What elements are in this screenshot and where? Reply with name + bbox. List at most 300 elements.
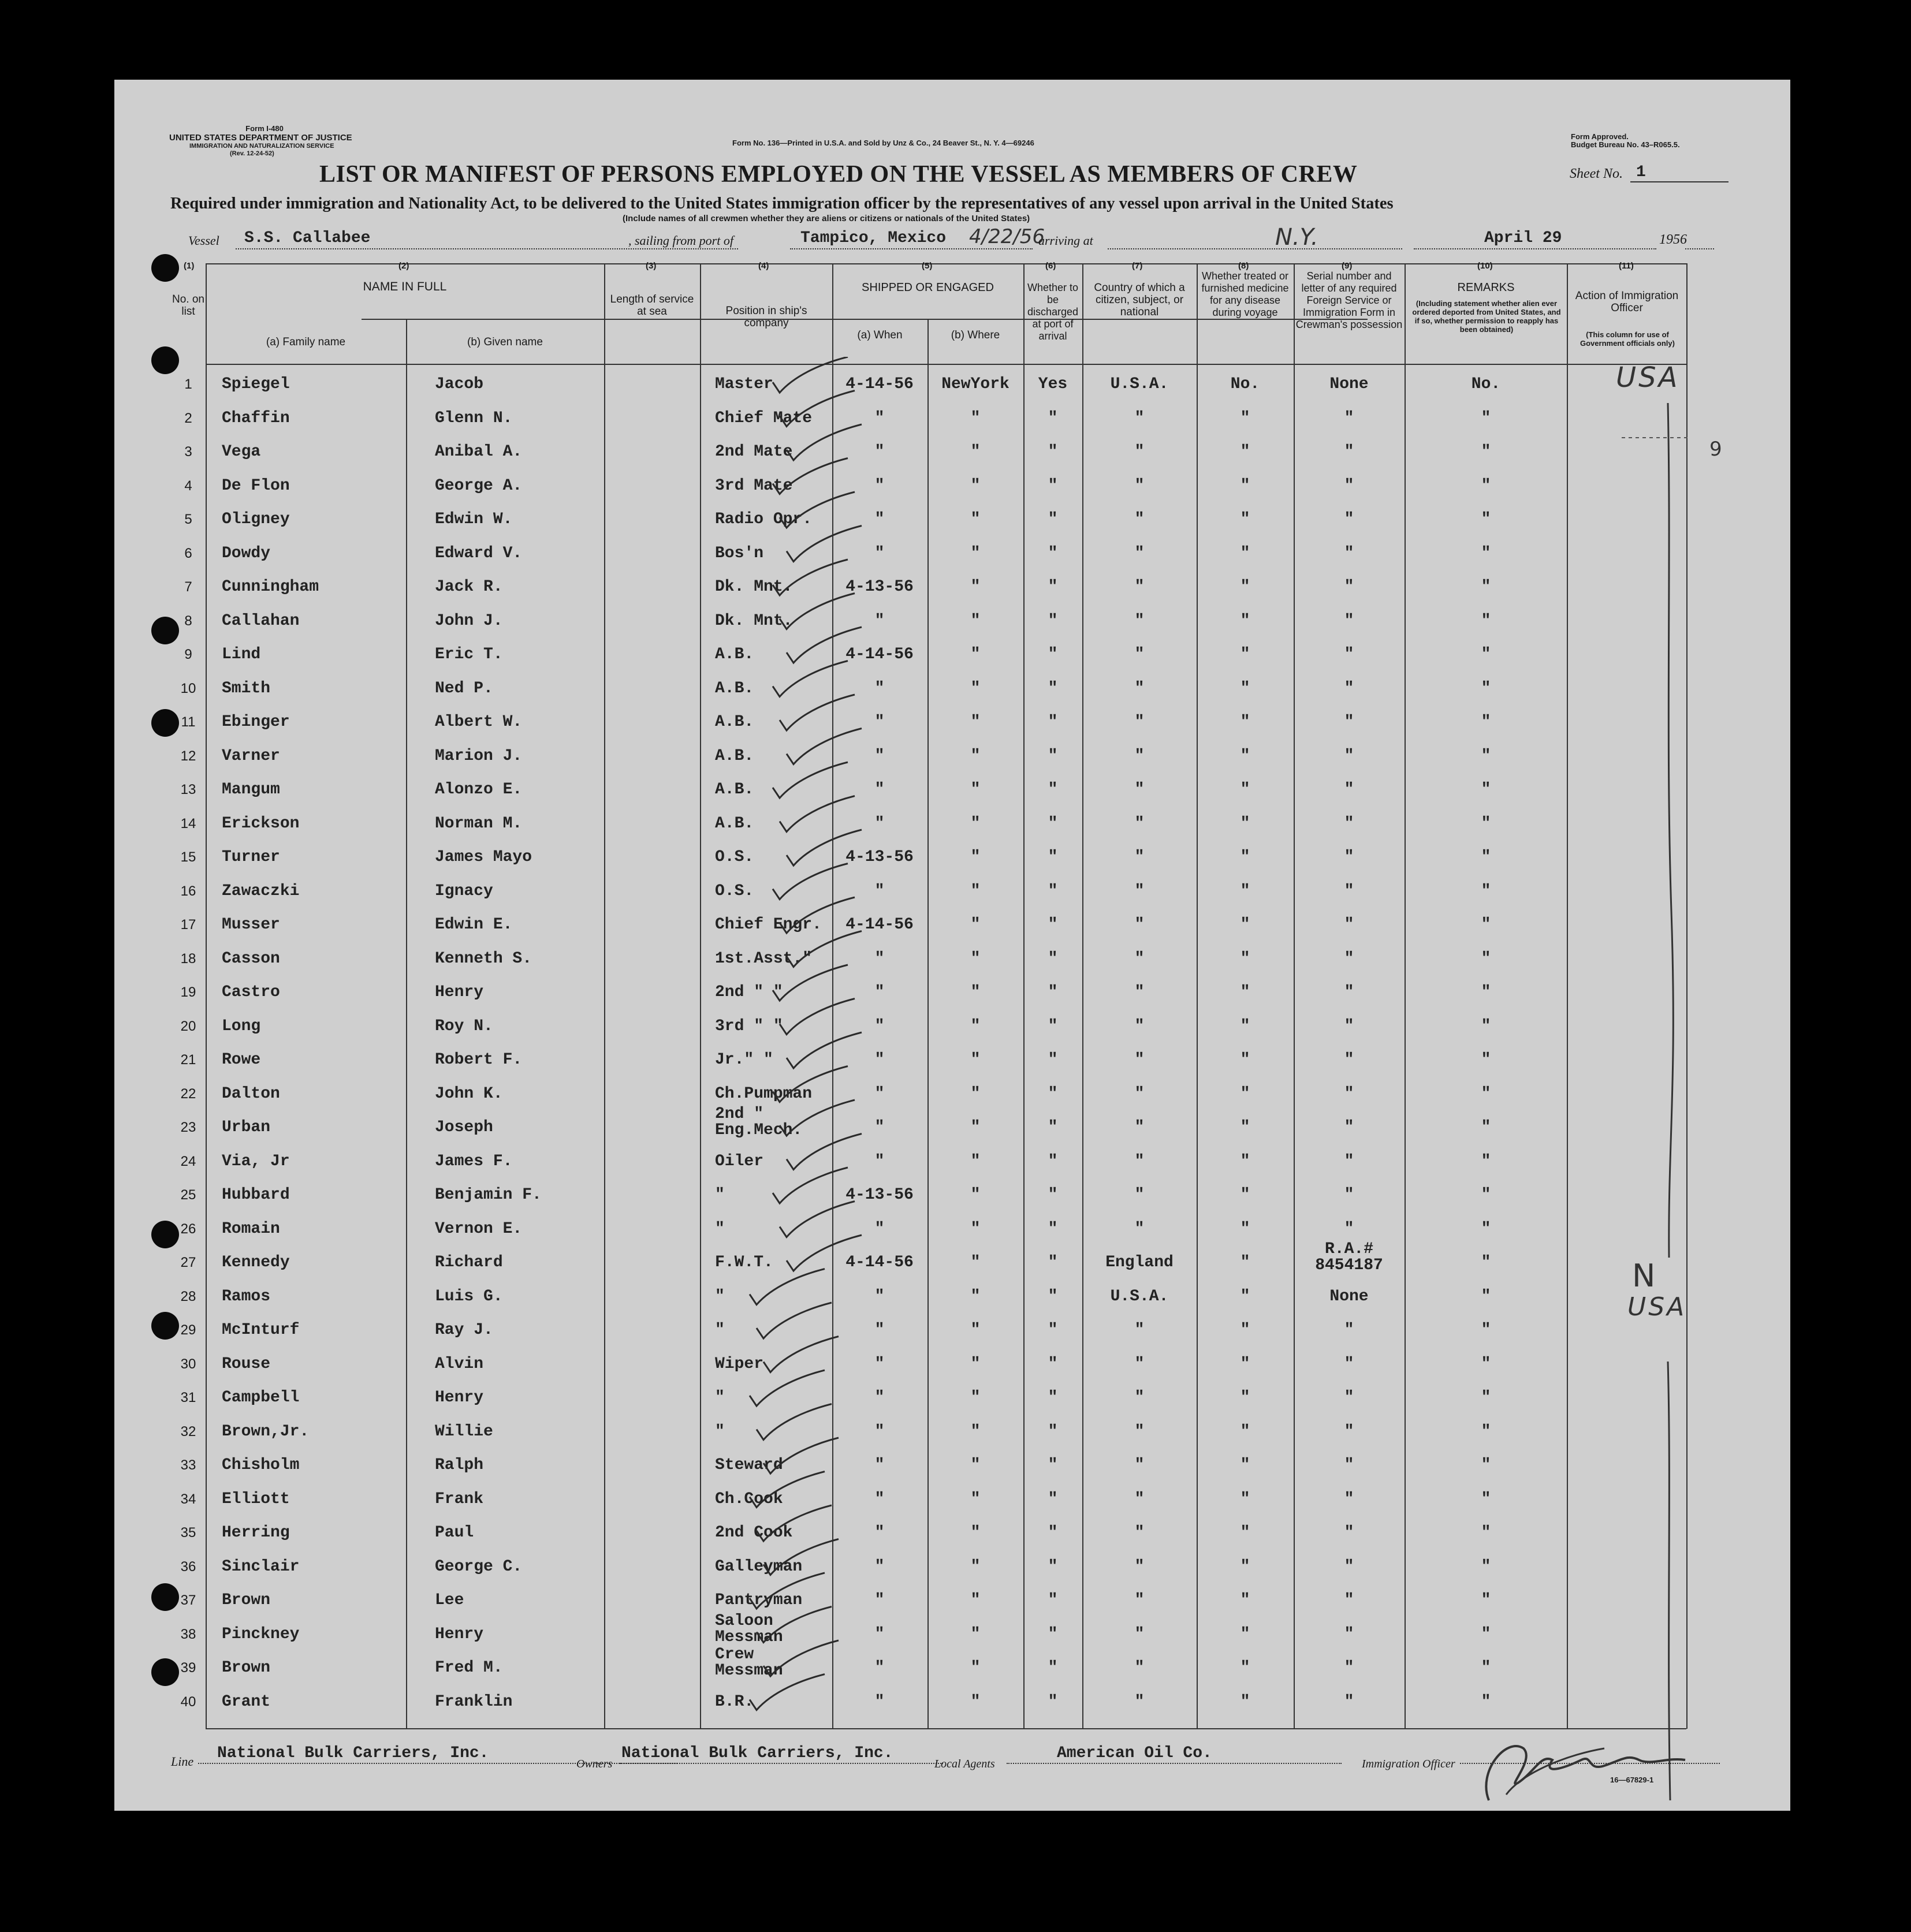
given-name: Franklin (435, 1692, 513, 1711)
position: F.W.T. (715, 1254, 773, 1271)
country: " (1134, 713, 1145, 731)
country: " (1134, 1490, 1145, 1508)
checkmark (773, 864, 848, 900)
usa-stamp-28: USA (1627, 1292, 1687, 1322)
serial-number: " (1344, 814, 1354, 833)
col7-header: Country of which a citizen, subject, or national (1094, 282, 1185, 318)
medicine: " (1240, 1422, 1250, 1441)
given-name: Benjamin F. (435, 1186, 542, 1204)
shipped-where: " (970, 1591, 981, 1609)
remarks: " (1481, 1692, 1491, 1711)
discharged: " (1048, 1557, 1058, 1576)
discharged: " (1048, 1084, 1058, 1103)
position: Ch.Pumpman (715, 1084, 813, 1103)
row-number: 20 (180, 1018, 196, 1034)
position: 3rd " " (715, 1017, 783, 1035)
family-name: McInturf (222, 1321, 300, 1339)
shipped-when: " (874, 1625, 885, 1643)
serial-number: " (1344, 949, 1354, 968)
discharged: " (1048, 747, 1058, 765)
country: " (1134, 1692, 1145, 1711)
agents-value: American Oil Co. (1057, 1744, 1212, 1762)
checkmark (780, 391, 855, 427)
position: Radio Opr. (715, 510, 813, 528)
remarks: " (1481, 1355, 1491, 1373)
medicine: " (1240, 882, 1250, 900)
shipped-when: " (874, 1524, 885, 1542)
given-name: Eric T. (435, 646, 503, 663)
position: " (715, 1321, 725, 1339)
shipped-where: " (970, 1456, 981, 1474)
country: " (1134, 1084, 1145, 1103)
line-label: Line (171, 1754, 194, 1769)
position: Crew Messman (715, 1646, 783, 1680)
family-name: Pinckney (222, 1625, 300, 1643)
shipped-where: " (970, 1659, 981, 1677)
family-name: Dalton (222, 1084, 280, 1103)
family-name: Romain (222, 1219, 280, 1238)
serial-number: " (1344, 983, 1354, 1001)
shipped-where: " (970, 882, 981, 900)
position: Chief Mate (715, 409, 813, 427)
given-name: James Mayo (435, 848, 532, 866)
shipped-when: " (874, 882, 885, 900)
col3-number: (3) (646, 261, 657, 271)
position: " (715, 1219, 725, 1238)
shipped-when: " (874, 1084, 885, 1103)
medicine: " (1240, 983, 1250, 1001)
row-number: 13 (180, 782, 196, 797)
remarks: " (1481, 983, 1491, 1001)
serial-number: " (1344, 679, 1354, 698)
handwritten-date: 4/22/56 (969, 225, 1045, 248)
serial-number: " (1344, 1152, 1354, 1170)
remarks: " (1481, 1118, 1491, 1136)
discharged: " (1048, 1152, 1058, 1170)
shipped-when: " (874, 1321, 885, 1339)
family-name: Spiegel (222, 375, 290, 393)
given-name: Robert F. (435, 1051, 523, 1069)
country: " (1134, 544, 1145, 562)
medicine: " (1240, 1557, 1250, 1576)
punch-hole (151, 346, 179, 374)
budget-bureau: Budget Bureau No. 43–R065.5. (1571, 140, 1680, 149)
shipped-where: " (970, 916, 981, 934)
checkmark (773, 661, 848, 697)
shipped-where: NewYork (941, 375, 1009, 393)
position: Pantryman (715, 1591, 803, 1609)
shipped-when: 4-14-56 (845, 646, 914, 663)
family-name: Smith (222, 679, 271, 698)
given-name: George A. (435, 476, 523, 495)
country: " (1134, 1456, 1145, 1474)
country: " (1134, 1557, 1145, 1576)
officer-signature (1454, 1725, 1708, 1812)
count-mark: 9 (1709, 438, 1722, 461)
checkmark (773, 458, 848, 494)
remarks: " (1481, 747, 1491, 765)
position: " (715, 1186, 725, 1204)
serial-number: " (1344, 1017, 1354, 1035)
discharged: " (1048, 949, 1058, 968)
serial-number: None (1329, 375, 1369, 393)
given-name: Marion J. (435, 747, 523, 765)
checkmark (787, 931, 862, 967)
given-name: Fred M. (435, 1659, 503, 1677)
position: " (715, 1389, 725, 1407)
country: U.S.A. (1110, 1287, 1169, 1306)
medicine: " (1240, 1659, 1250, 1677)
checkmark (787, 627, 862, 663)
row-number: 19 (180, 984, 196, 1000)
shipped-when: " (874, 1051, 885, 1069)
given-name: Albert W. (435, 713, 523, 731)
family-name: Chaffin (222, 409, 290, 427)
family-name: Turner (222, 848, 280, 866)
row-number: 25 (180, 1187, 196, 1203)
position: 1st.Asst." (715, 949, 813, 968)
checkmark (773, 1066, 848, 1102)
shipped-when: " (874, 781, 885, 799)
checkmark (757, 1404, 832, 1440)
shipped-where: " (970, 713, 981, 731)
discharged: " (1048, 1219, 1058, 1238)
row-number: 2 (184, 410, 192, 426)
shipped-when: " (874, 510, 885, 528)
printer-line: Form No. 136—Printed in U.S.A. and Sold by Unz & Co., 24 Beaver St., N. Y. 4—69246 (732, 139, 1034, 147)
shipped-where: " (970, 1625, 981, 1643)
col10-number: (10) (1477, 261, 1493, 271)
remarks: " (1481, 713, 1491, 731)
col6-number: (6) (1045, 261, 1056, 271)
serial-number: " (1344, 409, 1354, 427)
discharged: " (1048, 443, 1058, 461)
shipped-when: " (874, 679, 885, 698)
punch-hole (151, 1583, 179, 1611)
given-name: Edwin W. (435, 510, 513, 528)
family-name: Sinclair (222, 1557, 300, 1576)
row-number: 11 (181, 714, 196, 730)
country: " (1134, 747, 1145, 765)
medicine: " (1240, 1456, 1250, 1474)
col5-number: (5) (922, 261, 933, 271)
shipped-when: 4-14-56 (845, 916, 914, 934)
country: " (1134, 510, 1145, 528)
serial-number: " (1344, 1557, 1354, 1576)
country: " (1134, 1152, 1145, 1170)
col8-header: Whether treated or furnished medicine for any disease during voyage (1201, 270, 1289, 318)
given-name: John J. (435, 611, 503, 630)
country: " (1134, 848, 1145, 866)
arrival-year: 1956 (1659, 232, 1687, 247)
given-name: John K. (435, 1084, 503, 1103)
shipped-where: " (970, 476, 981, 495)
discharged: " (1048, 1118, 1058, 1136)
family-name: Brown (222, 1591, 271, 1609)
given-name: Henry (435, 1625, 484, 1643)
shipped-where: " (970, 814, 981, 833)
sheet-underline (1630, 181, 1729, 182)
punch-hole (151, 254, 179, 282)
col7-number: (7) (1132, 261, 1143, 271)
sailing-label: , sailing from port of (628, 233, 733, 248)
ditto-lines (1558, 391, 1697, 1800)
remarks: " (1481, 611, 1491, 630)
serial-number: " (1344, 781, 1354, 799)
shipped-when: " (874, 1659, 885, 1677)
given-name: Henry (435, 1389, 484, 1407)
given-name: Willie (435, 1422, 493, 1441)
row-number: 7 (184, 579, 192, 595)
given-name: Richard (435, 1254, 503, 1271)
medicine: " (1240, 1389, 1250, 1407)
medicine: " (1240, 1355, 1250, 1373)
officer-label: Immigration Officer (1362, 1758, 1455, 1770)
shipped-when: 4-14-56 (845, 375, 914, 393)
medicine: " (1240, 1625, 1250, 1643)
col2b-header: (b) Given name (467, 336, 543, 348)
given-name: Alonzo E. (435, 781, 523, 799)
medicine: " (1240, 679, 1250, 698)
row-number: 8 (184, 613, 192, 629)
country: " (1134, 409, 1145, 427)
shipped-where: " (970, 679, 981, 698)
position: Oiler (715, 1152, 764, 1170)
position: Saloon Messman (715, 1612, 783, 1646)
shipped-where: " (970, 1524, 981, 1542)
serial-number: " (1344, 1219, 1354, 1238)
given-name: George C. (435, 1557, 523, 1576)
position: Dk. Mnt. (715, 578, 793, 596)
serial-number: " (1344, 848, 1354, 866)
given-name: Luis G. (435, 1287, 503, 1306)
position: Chief Engr. (715, 916, 822, 934)
checkmark (757, 1607, 832, 1643)
country: " (1134, 814, 1145, 833)
checkmark (787, 526, 862, 562)
given-name: Lee (435, 1591, 464, 1609)
discharged: " (1048, 1254, 1058, 1271)
family-name: Elliott (222, 1490, 290, 1508)
family-name: Musser (222, 916, 280, 934)
family-name: Erickson (222, 814, 300, 833)
col5-header: SHIPPED OR ENGAGED (862, 281, 994, 294)
position: B.R. (715, 1692, 754, 1711)
family-name: Brown (222, 1659, 271, 1677)
row-number: 9 (184, 647, 192, 662)
serial-number: " (1344, 1625, 1354, 1643)
position: A.B. (715, 747, 754, 765)
checkmark (773, 965, 848, 1001)
country: " (1134, 781, 1145, 799)
country: " (1134, 578, 1145, 596)
family-name: Rouse (222, 1355, 271, 1373)
shipped-where: " (970, 1422, 981, 1441)
discharged: " (1048, 882, 1058, 900)
row-number: 34 (180, 1491, 196, 1507)
row-number: 40 (180, 1694, 196, 1710)
family-name: Oligney (222, 510, 290, 528)
discharged: " (1048, 476, 1058, 495)
given-name: Henry (435, 983, 484, 1001)
serial-number: " (1344, 1659, 1354, 1677)
country: " (1134, 1389, 1145, 1407)
shipped-where: " (970, 747, 981, 765)
checkmark (780, 492, 855, 528)
medicine: " (1240, 611, 1250, 630)
row-number: 10 (180, 680, 196, 696)
shipped-where: " (970, 510, 981, 528)
shipped-when: " (874, 409, 885, 427)
remarks: " (1481, 476, 1491, 495)
remarks: " (1481, 1152, 1491, 1170)
medicine: " (1240, 713, 1250, 731)
shipped-when: " (874, 1355, 885, 1373)
checkmark (780, 594, 855, 629)
remarks: " (1481, 916, 1491, 934)
row-number: 35 (180, 1525, 196, 1541)
medicine: " (1240, 1219, 1250, 1238)
shipped-where: " (970, 1389, 981, 1407)
checkmark (750, 1370, 825, 1406)
col2a-header: (a) Family name (266, 336, 346, 348)
discharged: " (1048, 409, 1058, 427)
punch-hole (151, 709, 179, 737)
serial-number: " (1344, 1591, 1354, 1609)
shipped-where: " (970, 443, 981, 461)
serial-number: " (1344, 1051, 1354, 1069)
remarks: " (1481, 1389, 1491, 1407)
given-name: Kenneth S. (435, 949, 532, 968)
checkmark (780, 695, 855, 730)
remarks: " (1481, 882, 1491, 900)
row-number: 14 (180, 815, 196, 831)
family-name: Kennedy (222, 1254, 290, 1271)
family-name: Grant (222, 1692, 271, 1711)
serial-number: " (1344, 1084, 1354, 1103)
checkmark (773, 357, 848, 393)
row-number: 38 (180, 1626, 196, 1642)
serial-number: " (1344, 443, 1354, 461)
family-name: Castro (222, 983, 280, 1001)
remarks: " (1481, 1321, 1491, 1339)
remarks: " (1481, 1557, 1491, 1576)
serial-number: " (1344, 1422, 1354, 1441)
medicine: " (1240, 1051, 1250, 1069)
country: England (1105, 1254, 1174, 1271)
col11-note: (This column for use of Government officials only) (1580, 330, 1675, 348)
checkmark (780, 1100, 855, 1136)
given-name: James F. (435, 1152, 513, 1170)
remarks: " (1481, 510, 1491, 528)
shipped-when: " (874, 443, 885, 461)
medicine: " (1240, 409, 1250, 427)
country: " (1134, 1625, 1145, 1643)
medicine: " (1240, 848, 1250, 866)
shipped-when: " (874, 1287, 885, 1306)
discharged: " (1048, 1321, 1058, 1339)
medicine: " (1240, 510, 1250, 528)
shipped-where: " (970, 848, 981, 866)
form-code: 16—67829-1 (1610, 1776, 1654, 1784)
row-number: 5 (184, 512, 192, 527)
discharged: " (1048, 781, 1058, 799)
medicine: " (1240, 1254, 1250, 1271)
discharged: " (1048, 510, 1058, 528)
family-name: Via, Jr (222, 1152, 290, 1170)
family-name: Lind (222, 646, 261, 663)
sailing-port: Tampico, Mexico (800, 229, 947, 247)
page-title: LIST OR MANIFEST OF PERSONS EMPLOYED ON THE VESSEL AS MEMBERS OF CREW (319, 161, 1358, 188)
checkmark (773, 560, 848, 595)
checkmark (750, 1472, 825, 1508)
checkmark (780, 796, 855, 832)
subtitle: Required under immigration and Nationality Act, to be delivered to the United States immigration officer by the representatives of any vessel upon arrival in the United States (170, 195, 1394, 212)
position: A.B. (715, 814, 754, 833)
family-name: Dowdy (222, 544, 271, 562)
serial-number: " (1344, 1524, 1354, 1542)
country: " (1134, 983, 1145, 1001)
remarks: " (1481, 578, 1491, 596)
remarks: " (1481, 1051, 1491, 1069)
discharged: " (1048, 1625, 1058, 1643)
checkmark (763, 1539, 839, 1575)
family-name: Vega (222, 443, 261, 461)
position: A.B. (715, 679, 754, 698)
serial-number: " (1344, 713, 1354, 731)
position: 2nd " Eng.Mech. (715, 1105, 803, 1139)
country: " (1134, 1355, 1145, 1373)
sheet-number: 1 (1636, 163, 1646, 181)
punch-hole (151, 1658, 179, 1686)
family-name: Campbell (222, 1389, 300, 1407)
shipped-where: " (970, 409, 981, 427)
country: " (1134, 1321, 1145, 1339)
medicine: " (1240, 1591, 1250, 1609)
given-name: Ralph (435, 1456, 484, 1474)
serial-number: " (1344, 1118, 1354, 1136)
vessel-name: S.S. Callabee (244, 229, 371, 247)
discharged: " (1048, 814, 1058, 833)
col2-number: (2) (398, 261, 409, 271)
country: " (1134, 1591, 1145, 1609)
shipped-when: 4-13-56 (845, 1186, 914, 1204)
medicine: " (1240, 814, 1250, 833)
position: Bos'n (715, 544, 764, 562)
shipped-when: " (874, 814, 885, 833)
given-name: Ignacy (435, 882, 493, 900)
arriving-label: arriving at (1038, 233, 1093, 248)
discharged: " (1048, 1692, 1058, 1711)
medicine: " (1240, 1490, 1250, 1508)
family-name: Ebinger (222, 713, 290, 731)
checkmark (787, 729, 862, 764)
checkmark (780, 1202, 855, 1237)
medicine: " (1240, 544, 1250, 562)
family-name: Varner (222, 747, 280, 765)
checkmark (773, 1168, 848, 1203)
col6-header: Whether to be discharged at port of arrival (1027, 282, 1079, 342)
checkmarks (576, 357, 865, 1743)
punch-hole (151, 617, 179, 644)
shipped-when: " (874, 949, 885, 968)
checkmark (787, 424, 862, 460)
revision: (Rev. 12-24-52) (230, 150, 274, 157)
position: Galleyman (715, 1557, 803, 1576)
given-name: Frank (435, 1490, 484, 1508)
shipped-where: " (970, 1152, 981, 1170)
shipped-when: " (874, 983, 885, 1001)
